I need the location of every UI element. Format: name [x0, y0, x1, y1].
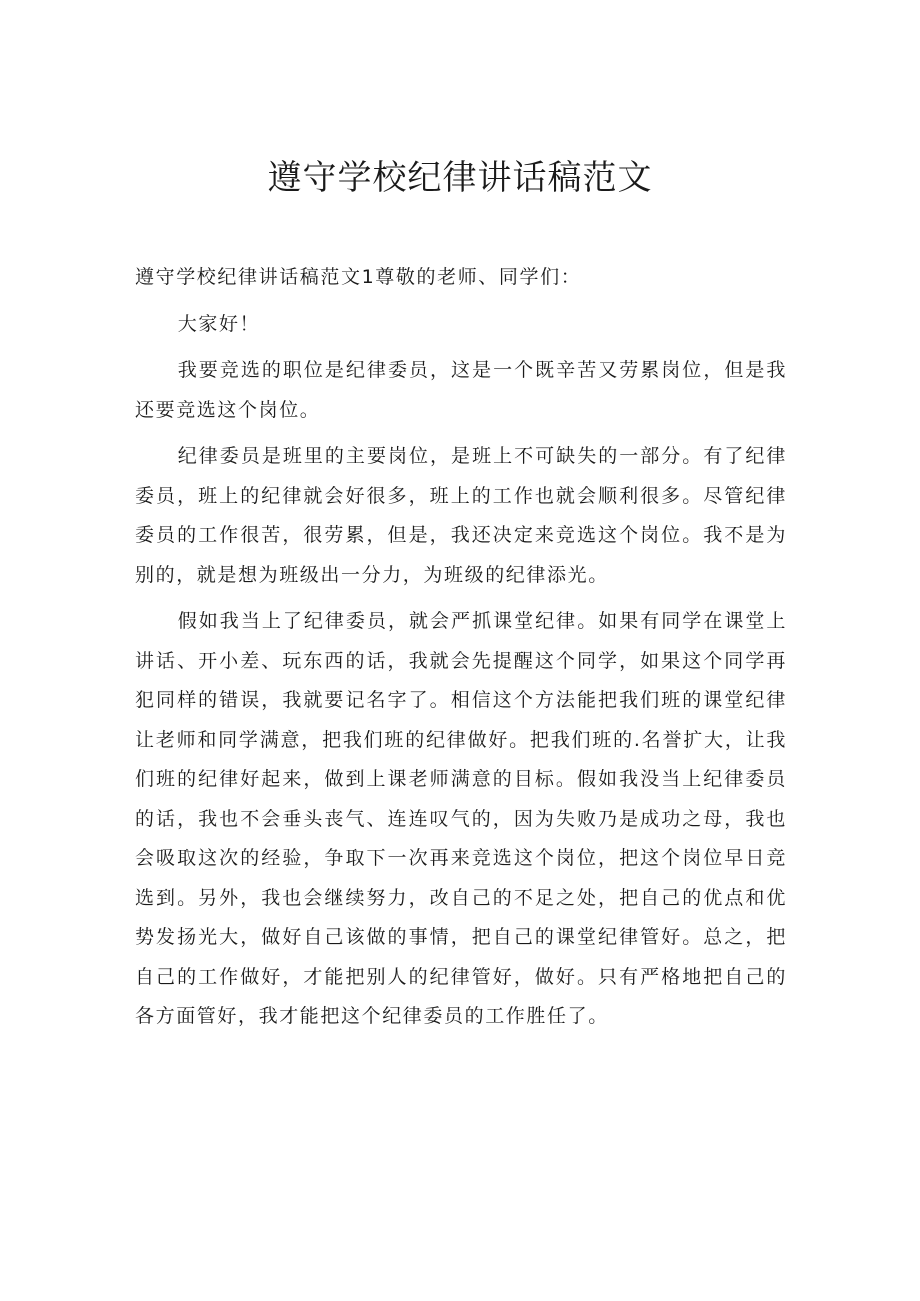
document-title: 遵守学校纪律讲话稿范文	[267, 158, 653, 198]
paragraph-role-importance: 纪律委员是班里的主要岗位，是班上不可缺失的一部分。有了纪律委员，班上的纪律就会好很多，班上的工作也就会顺利很多。尽管纪律委员的工作很苦，很劳累，但是，我还决定来竞选这个岗位。我不是为别的，就是想为班级出一分力，为班级的纪律添光。	[135, 445, 787, 586]
paragraph-greeting: 大家好！	[177, 312, 261, 335]
paragraph-plan: 假如我当上了纪律委员，就会严抓课堂纪律。如果有同学在课堂上讲话、开小差、玩东西的话，我就会先提醒这个同学，如果这个同学再犯同样的错误，我就要记名字了。相信这个方法能把我们班的课堂纪律让老师和同学满意，把我们班的纪律做好。把我们班的.名誉扩大，让我们班的纪律好起来，做到上课老师满意的目标。假如我没当上纪律委员的话，我也不会垂头丧气、连连叹气的，因为失败乃是成功之母，我也会吸取这次的经验，争取下一次再来竞选这个岗位，把这个岗位早日竞选到。另外，我也会继续努力，改自己的不足之处，把自己的优点和优势发扬光大，做好自己该做的事情，把自己的课堂纪律管好。总之，把自己的工作做好，才能把别人的纪律管好，做好。只有严格地把自己的各方面管好，我才能把这个纪律委员的工作胜任了。	[135, 610, 787, 1027]
document-body	[135, 258, 787, 1044]
paragraph-intro: 我要竞选的职位是纪律委员，这是一个既辛苦又劳累岗位，但是我还要竞选这个岗位。	[135, 359, 787, 421]
paragraph-salutation: 遵守学校纪律讲话稿范文1尊敬的老师、同学们：	[135, 266, 582, 288]
